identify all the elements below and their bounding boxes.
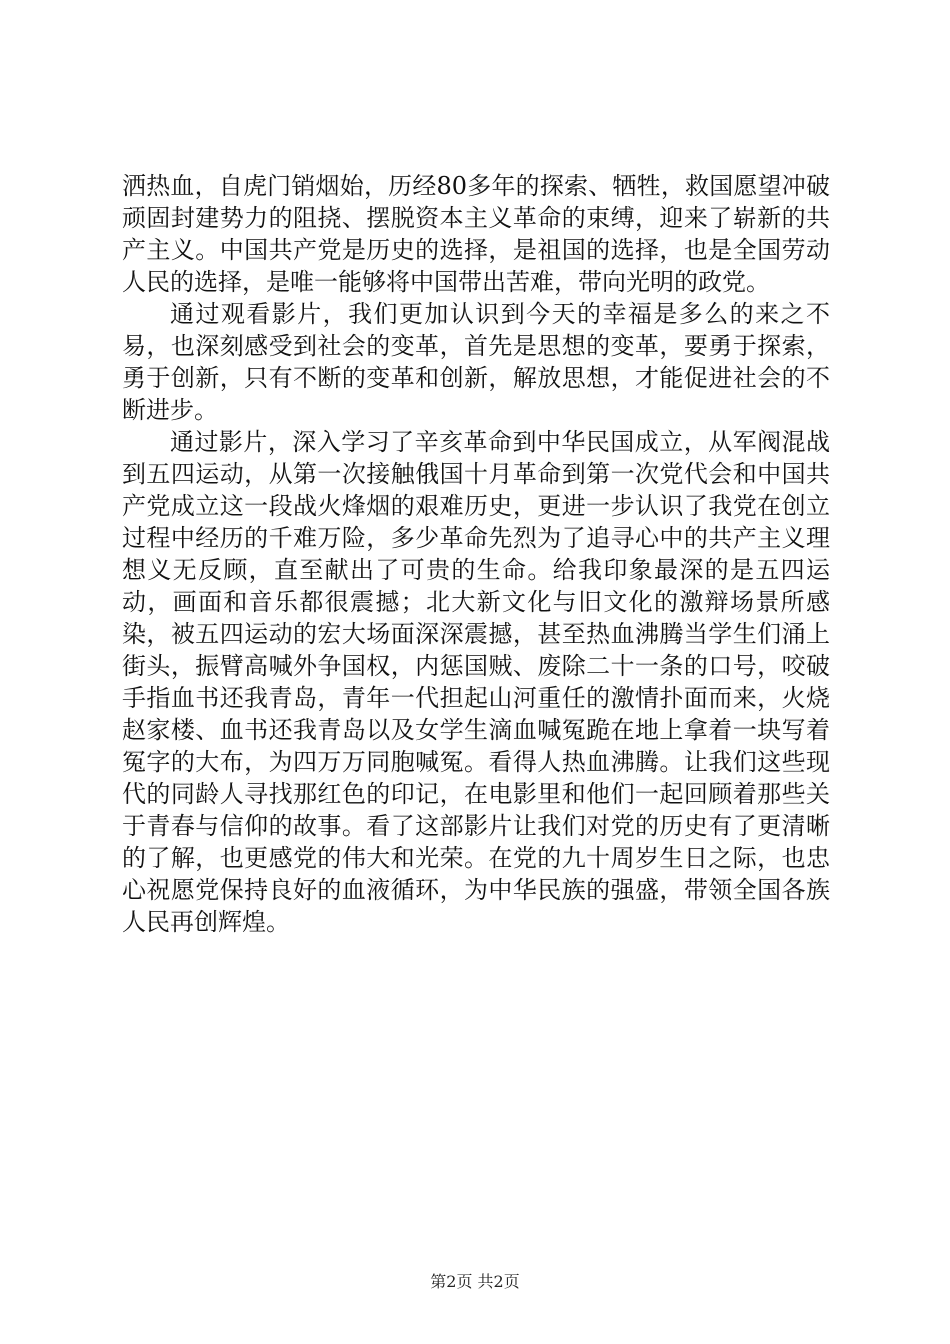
paragraph-1: 洒热血，自虎门销烟始，历经80多年的探索、牺牲，救国愿望冲破顽固封建势力的阻挠、摆脱资本主义革命的束缚，迎来了崭新的共产主义。中国共产党是历史的选择，是祖国的选择，也是全国劳动人民的选择，是唯一能够将中国带出苦难，带向光明的政党。 — [122, 172, 830, 296]
paragraph-2: 通过观看影片，我们更加认识到今天的幸福是多么的来之不易，也深刻感受到社会的变革，首先是思想的变革，要勇于探索，勇于创新，只有不断的变革和创新，解放思想，才能促进社会的不断进步。 — [122, 300, 830, 424]
page-footer: 第2页 共2页 — [430, 1272, 520, 1291]
document-body — [122, 170, 830, 938]
paragraph-3: 通过影片，深入学习了辛亥革命到中华民国成立，从军阀混战到五四运动，从第一次接触俄国十月革命到第一次党代会和中国共产党成立这一段战火烽烟的艰难历史，更进一步认识了我党在创立过程中经历的千难万险，多少革命先烈为了追寻心中的共产主义理想义无反顾，直至献出了可贵的生命。给我印象最深的是五四运动，画面和音乐都很震撼；北大新文化与旧文化的激辩场景所感染，被五四运动的宏大场面深深震撼，甚至热血沸腾当学生们涌上街头，振臂高喊外争国权，内惩国贼、废除二十一条的口号，咬破手指血书还我青岛，青年一代担起山河重任的激情扑面而来，火烧赵家楼、血书还我青岛以及女学生滴血喊冤跪在地上拿着一块写着冤字的大布，为四万万同胞喊冤。看得人热血沸腾。让我们这些现代的同龄人寻找那红色的印记，在电影里和他们一起回顾着那些关于青春与信仰的故事。看了这部影片让我们对党的历史有了更清晰的了解，也更感党的伟大和光荣。在党的九十周岁生日之际，也忠心祝愿党保持良好的血液循环，为中华民族的强盛，带领全国各族人民再创辉煌。 — [122, 428, 830, 936]
